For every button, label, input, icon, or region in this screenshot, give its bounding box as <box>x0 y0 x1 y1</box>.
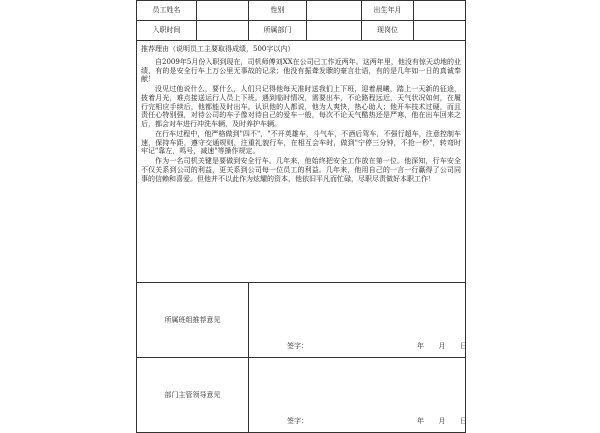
month-label: 月 <box>438 342 446 351</box>
reason-paragraph: 没见过他说什么，要什么，人们只记得他每天准时送我们上下班，迎着晨曦，踏上一天新的征途，披着月光，难点接送运行人员上下班。遇到临时情况，需要出车，不论路程远近，天气状况如何，在履行完相应手续后，他都能及时出车。认识他的人都说，他为人爽快，热心助人；他开车技术过硬，而且责任心特别强，对待公司的车子像对待自己的爱车一般，每次不论天气酷热还是严寒，他在出车回来之后，都会对车进行冲洗车辆，及时养护车辆。 <box>141 85 461 128</box>
reason-row <box>137 41 466 283</box>
supervisor-opinion-label: 部门主管领导意见 <box>137 358 249 433</box>
signature-label: 签字： <box>287 342 308 351</box>
current-position-field[interactable] <box>414 21 466 41</box>
day-label: 日 <box>459 342 467 351</box>
team-opinion-field[interactable] <box>249 283 466 358</box>
reason-title: 推荐理由（说明员工主要取得成绩，500字以内） <box>141 45 295 53</box>
department-label: 所属部门 <box>249 21 307 41</box>
supervisor-opinion-row <box>137 358 466 433</box>
current-position-label: 现岗位 <box>362 21 414 41</box>
hire-date-field[interactable] <box>197 21 249 41</box>
month-label: 月 <box>438 417 446 426</box>
reason-cell[interactable] <box>137 41 466 283</box>
employee-name-label: 员工姓名 <box>137 1 197 21</box>
team-opinion-row <box>137 283 466 358</box>
reason-paragraph: 自2009年5月份入职到现在，司机师傅刘XX在公司已工作近两年。这两年里，他没有惊天动地的业绩，有的是安全行车上万公里无事故的记录；他没有振聋发聩的豪言壮语，有的是几年如一日的真诚奉献！ <box>141 57 461 84</box>
department-field[interactable] <box>307 21 362 41</box>
supervisor-signature-line <box>287 417 467 426</box>
form-table <box>136 0 466 433</box>
header-row-2 <box>137 21 466 41</box>
reason-paragraph: 作为一名司机关键是要做到安全行车。几年来，他始终把安全工作放在第一位。他深知，行车安全不仅关系到公司的利益，更关系到公司每一位员工的利益。几年来，他用自己的一言一行赢得了公司同事的信赖和喜爱。但他并不以此作为炫耀的资本，他依旧平凡而忙碌，尽职尽责做好本职工作！ <box>141 157 461 183</box>
day-label: 日 <box>459 417 467 426</box>
gender-field[interactable] <box>307 1 362 21</box>
team-signature-line <box>287 342 467 351</box>
team-opinion-label: 所属班组推荐意见 <box>137 283 249 358</box>
supervisor-opinion-field[interactable] <box>249 358 466 433</box>
signature-label: 签字： <box>287 417 308 426</box>
hire-date-label: 入职时间 <box>137 21 197 41</box>
birth-date-field[interactable] <box>414 1 466 21</box>
birth-date-label: 出生年月 <box>362 1 414 21</box>
reason-paragraph: 在行车过程中，他严格做到"四不"，"不开英雄车，斗气车，不酒后驾车，不强行超车，注意控制车速，保持车距，遵守交通规则，注重礼貌行车，在相互会车时，做到"宁停三分钟，不抢一秒"，转弯时牢记"靠左，鸣号，减速"等操作规定。 <box>141 129 461 156</box>
employee-name-field[interactable] <box>197 1 249 21</box>
year-label: 年 <box>416 342 424 351</box>
year-label: 年 <box>416 417 424 426</box>
header-row-1 <box>137 1 466 21</box>
gender-label: 性别 <box>249 1 307 21</box>
